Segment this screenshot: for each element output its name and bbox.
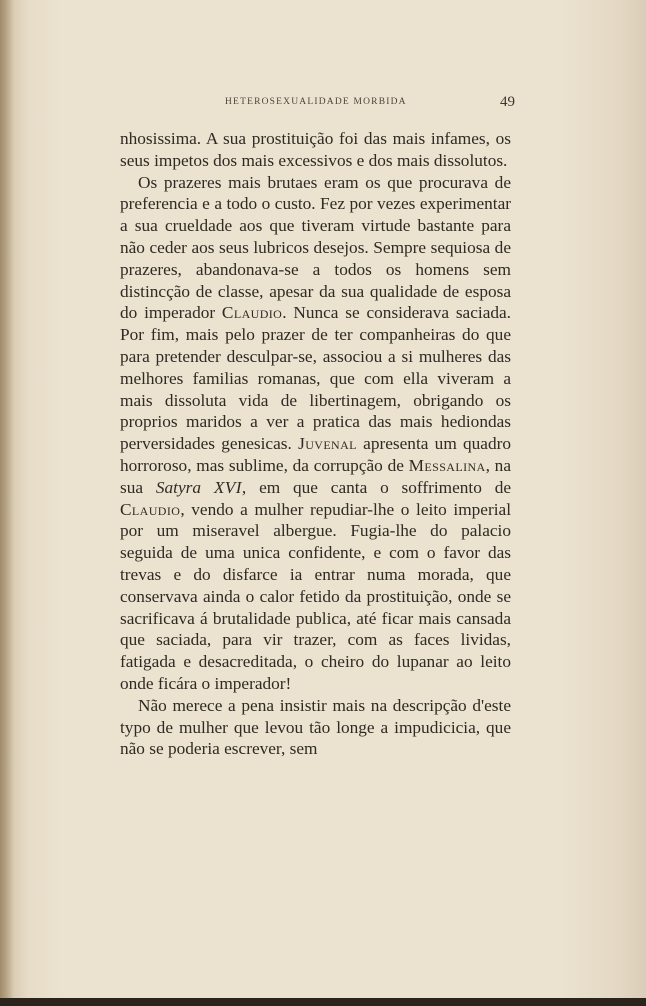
work-title-satyra: Satyra: [155, 477, 201, 497]
binding-shadow: [0, 0, 14, 1006]
p2-text-g: , vendo a mulher repudiar-lhe o leito imperial por um miseravel albergue. Fugia-lhe do palacio seguida de uma unica confidente, e com o favor das trevas e do disfarce ia entrar numa morada, que conservava ainda o calor fetido da prostituição, onde se sacrificava á brutalidade publica, até ficar mais cansada que saciada, para vir trazer, com as faces lividas, fatigada e desacreditada, o cheiro do lupanar ao leito onde ficára o imperador!: [120, 499, 511, 693]
name-messalina: Messalina: [408, 455, 486, 475]
page-bottom-edge: [0, 998, 646, 1006]
running-title: HETEROSEXUALIDADE MORBIDA: [225, 97, 407, 107]
paragraph-3: Não merece a pena insistir mais na descripção d'este typo de mulher que levou tão longe a impudicicia, que não se poderia escrever, sem: [120, 695, 511, 759]
p2-text-c: apresenta um quadro horroroso, mas sublime, da corrupção de: [120, 434, 511, 475]
page-number: 49: [500, 94, 515, 110]
paragraph-2: [120, 172, 511, 695]
running-head: [120, 94, 515, 110]
p2-text-a: Os prazeres mais brutaes eram os que procurava de preferencia e a todo o custo. Fez por vezes experimentar a sua crueldade aos que tiveram virtude bastante para não ceder aos seus lubricos desejos. Sempre sequiosa de prazeres, abandonava-se a todos os homens sem distincção de classe, apesar da sua qualidade de esposa do imperador: [120, 172, 511, 323]
paragraph-1: nhosissima. A sua prostituição foi das mais infames, os seus impetos dos mais excessivos e dos mais dissolutos.: [120, 129, 511, 170]
p2-text-b: . Nunca se considerava saciada. Por fim, mais pelo prazer de ter companheiras do que para pretender desculpar-se, associou a si mulheres das melhores familias romanas, que com ella viveram a mais dissoluta vida de libertinagem, obrigando os proprios maridos a ver a pratica das mais hediondas perversidades genesicas.: [120, 303, 512, 454]
name-claudio: Claudio: [221, 303, 283, 323]
body-text: [120, 128, 511, 760]
p2-text-f: , em que canta o soffrimento de: [241, 477, 512, 497]
p2-text-d: , na sua: [120, 455, 511, 497]
satyra-number: XVI: [213, 477, 242, 497]
name-juvenal: Juvenal: [298, 434, 357, 454]
p2-text-e: [201, 478, 214, 497]
name-claudio-2: Claudio: [120, 499, 181, 519]
